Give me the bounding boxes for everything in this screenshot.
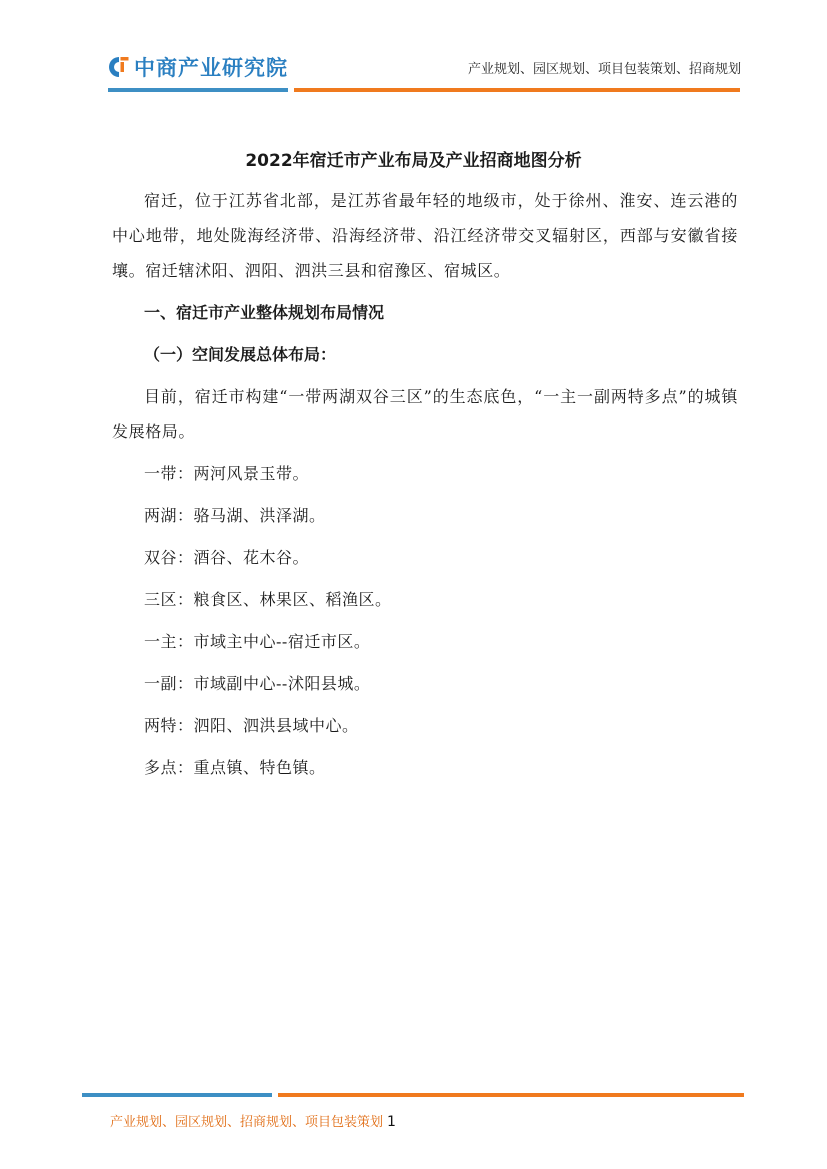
list-item: 三区：粮食区、林果区、稻渔区。	[144, 590, 392, 609]
footer	[110, 1111, 396, 1130]
section-heading: 一、宿迁市产业整体规划布局情况	[144, 303, 385, 322]
intro-paragraph: 宿迁，位于江苏省北部，是江苏省最年轻的地级市，处于徐州、淮安、连云港的中心地带，地处陇海经济带、沿海经济带、沿江经济带交叉辐射区，西部与安徽省接壤。宿迁辖沭阳、泗阳、泗洪三县和宿豫区、宿城区。	[112, 191, 738, 280]
document-body	[112, 183, 738, 792]
footer-tagline: 产业规划、园区规划、招商规划、项目包装策划	[110, 1115, 384, 1130]
list-item: 双谷：酒谷、花木谷。	[144, 548, 310, 567]
logo-text: 中商产业研究院	[134, 56, 288, 80]
header-tagline: 产业规划、园区规划、项目包装策划、招商规划	[467, 62, 741, 77]
list-item: 一副：市域副中心--沭阳县城。	[144, 674, 371, 693]
layout-paragraph: 目前，宿迁市构建“一带两湖双谷三区”的生态底色，“一主一副两特多点”的城镇发展格局。	[112, 387, 738, 441]
page-title: 2022年宿迁市产业布局及产业招商地图分析	[245, 151, 582, 171]
header-divider-orange	[294, 88, 740, 92]
list-item: 多点：重点镇、特色镇。	[144, 758, 326, 777]
list-item: 两特：泗阳、泗洪县域中心。	[144, 716, 359, 735]
company-logo	[108, 52, 288, 82]
logo-mark-icon	[108, 56, 130, 78]
footer-divider-blue	[82, 1093, 272, 1097]
list-item: 一主：市域主中心--宿迁市区。	[144, 632, 371, 651]
list-item: 两湖：骆马湖、洪泽湖。	[144, 506, 326, 525]
page-number: 1	[387, 1114, 396, 1130]
footer-divider-orange	[278, 1093, 744, 1097]
header-divider-blue	[108, 88, 288, 92]
subsection-heading: （一）空间发展总体布局：	[144, 345, 337, 364]
list-item: 一带：两河风景玉带。	[144, 464, 310, 483]
